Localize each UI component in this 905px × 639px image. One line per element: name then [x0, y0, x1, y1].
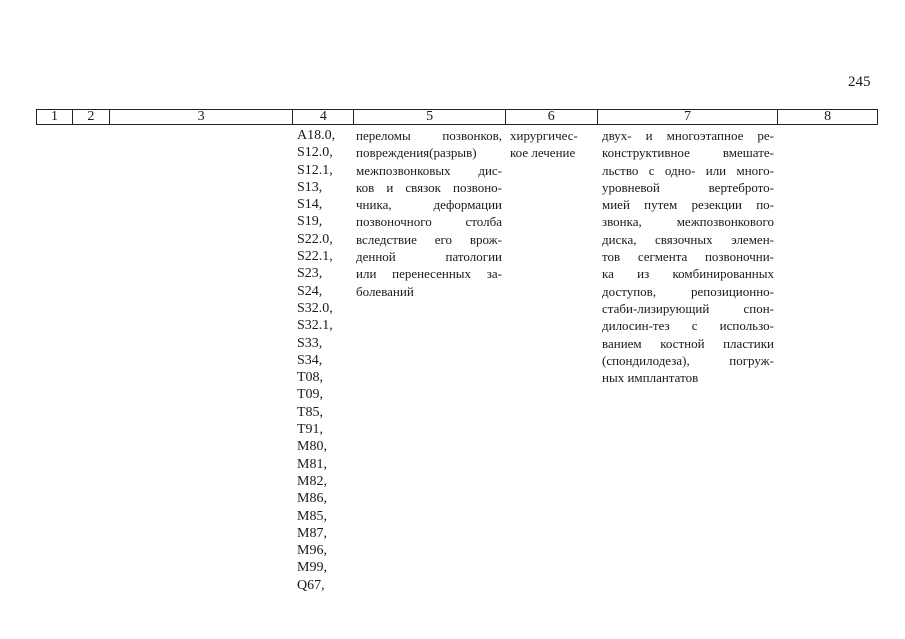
diagnosis-code: S34, — [297, 352, 323, 368]
treatment-type-column — [510, 127, 594, 162]
treatment-method-line: льство с одно- или много- — [602, 162, 774, 178]
diagnosis-code: M86, — [297, 491, 327, 507]
diagnosis-code: M99, — [297, 560, 327, 576]
diagnosis-code: Q67, — [297, 577, 325, 593]
treatment-method-line: доступов, репозиционно- — [602, 283, 774, 299]
treatment-type-line: кое лечение — [510, 145, 576, 161]
condition-text-line: или перенесенных за- — [356, 266, 502, 282]
diagnosis-code: S32.0, — [297, 300, 333, 316]
condition-text-line: вследствие его врож- — [356, 231, 502, 247]
diagnosis-code: S22.1, — [297, 249, 333, 265]
treatment-method-line: ка из комбинированных — [602, 266, 774, 282]
header-cell-7: 7 — [598, 110, 779, 124]
diagnosis-code: S22.0, — [297, 231, 333, 247]
diagnosis-code: S12.1, — [297, 162, 333, 178]
diagnosis-code: T08, — [297, 370, 324, 386]
header-cell-2: 2 — [73, 110, 110, 124]
treatment-method-line: звонка, межпозвонкового — [602, 214, 774, 230]
condition-text-line: переломы позвонков, — [356, 128, 502, 143]
condition-text-line: межпозвонковых дис- — [356, 162, 502, 178]
diagnosis-code: S24, — [297, 283, 323, 299]
header-cell-4: 4 — [293, 110, 354, 124]
diagnosis-code: T09, — [297, 387, 324, 403]
table-header-row — [36, 109, 878, 125]
treatment-method-line: ванием костной пластики — [602, 335, 774, 351]
treatment-method-line: двух- и многоэтапное ре- — [602, 128, 774, 143]
diagnosis-code: S32.1, — [297, 318, 333, 334]
diagnosis-code: S12.0, — [297, 145, 333, 161]
condition-description-column — [356, 127, 502, 300]
diagnosis-code: S23, — [297, 266, 323, 282]
treatment-method-line: дилосин-тез с использо- — [602, 318, 774, 334]
treatment-method-line: уровневой вертеброто- — [602, 179, 774, 195]
diagnosis-code: M87, — [297, 525, 327, 541]
treatment-method-line: ных имплантатов — [602, 370, 699, 386]
condition-text-line: позвоночного столба — [356, 214, 502, 230]
diagnosis-code: M82, — [297, 473, 327, 489]
condition-text-line: чника, деформации — [356, 197, 502, 213]
treatment-method-line: диска, связочных элемен- — [602, 231, 774, 247]
condition-text-line: болеваний — [356, 283, 414, 299]
header-cell-8: 8 — [824, 109, 832, 124]
header-cell-6: 6 — [506, 110, 598, 124]
diagnosis-code: S33, — [297, 335, 323, 351]
treatment-type-line: хирургичес- — [510, 128, 578, 143]
diagnosis-code: T91, — [297, 422, 324, 438]
diagnosis-codes-column — [297, 127, 335, 594]
condition-text-line: повреждения(разрыв) — [356, 145, 477, 161]
header-cell-3: 3 — [110, 110, 294, 124]
diagnosis-code: S19, — [297, 214, 323, 230]
header-cell-5: 5 — [354, 110, 506, 124]
treatment-method-line: тов сегмента позвоночни- — [602, 249, 774, 265]
diagnosis-code: M81, — [297, 456, 327, 472]
page-number: 245 — [848, 74, 871, 90]
diagnosis-code: S13, — [297, 179, 323, 195]
header-cell-1: 1 — [37, 110, 73, 124]
condition-text-line: ков и связок позвоно- — [356, 179, 502, 195]
treatment-method-line: (спондилодеза), погруж- — [602, 352, 774, 368]
diagnosis-code: A18.0, — [297, 128, 336, 143]
diagnosis-code: M96, — [297, 543, 327, 559]
diagnosis-code: M80, — [297, 439, 327, 455]
diagnosis-code: M85, — [297, 508, 327, 524]
diagnosis-code: S14, — [297, 197, 323, 213]
condition-text-line: денной патологии — [356, 249, 502, 265]
treatment-method-line: конструктивное вмешате- — [602, 145, 774, 161]
treatment-method-column — [602, 127, 774, 386]
diagnosis-code: T85, — [297, 404, 324, 420]
treatment-method-line: стаби-лизирующий спон- — [602, 300, 774, 316]
treatment-method-line: мией путем резекции по- — [602, 197, 774, 213]
